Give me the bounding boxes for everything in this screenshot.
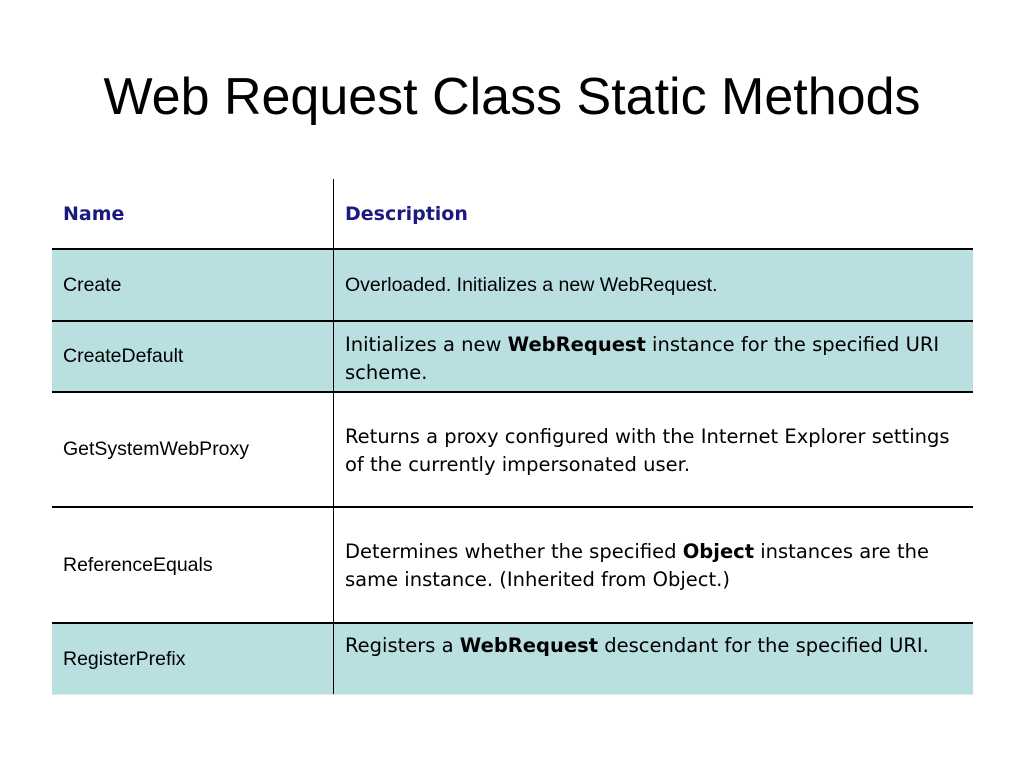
header-name: Name: [52, 179, 334, 248]
table-header-row: [52, 179, 973, 248]
description-text: instance for the specified URI scheme.: [345, 333, 940, 384]
methods-table: [52, 179, 973, 695]
description-bold-term: WebRequest: [459, 634, 599, 657]
description-bold-term: WebRequest: [507, 333, 646, 356]
method-name: GetSystemWebProxy: [52, 393, 334, 506]
description-text: Initializes a new: [345, 333, 508, 356]
slide-title: Web Request Class Static Methods: [103, 68, 921, 126]
table-row: [52, 250, 973, 320]
table-row: [52, 624, 973, 694]
table-row: [52, 508, 973, 622]
method-description: [334, 250, 973, 320]
table-row: [52, 322, 973, 391]
method-description: [334, 624, 973, 694]
description-text: Determines whether the specified: [345, 540, 683, 563]
description-bold-term: Object: [682, 540, 755, 563]
description-text: Returns a proxy configured with the Internet Explorer settings of the currently impersonated user.: [345, 425, 950, 476]
description-text: descendant for the specified URI.: [598, 634, 929, 657]
table-bottom-edge: [52, 694, 973, 695]
method-description: [334, 508, 973, 622]
method-name: RegisterPrefix: [52, 624, 334, 694]
method-name: ReferenceEquals: [52, 508, 334, 622]
method-name: CreateDefault: [52, 322, 334, 391]
method-name: Create: [52, 250, 334, 320]
description-text: Overloaded. Initializes a new WebRequest.: [345, 274, 718, 296]
header-description: Description: [345, 202, 468, 225]
method-description: [334, 393, 973, 506]
description-text: Registers a: [345, 634, 460, 657]
description-text: instances are the same instance. (Inherited from Object.): [345, 540, 929, 591]
method-description: [334, 322, 973, 391]
table-row: [52, 393, 973, 506]
